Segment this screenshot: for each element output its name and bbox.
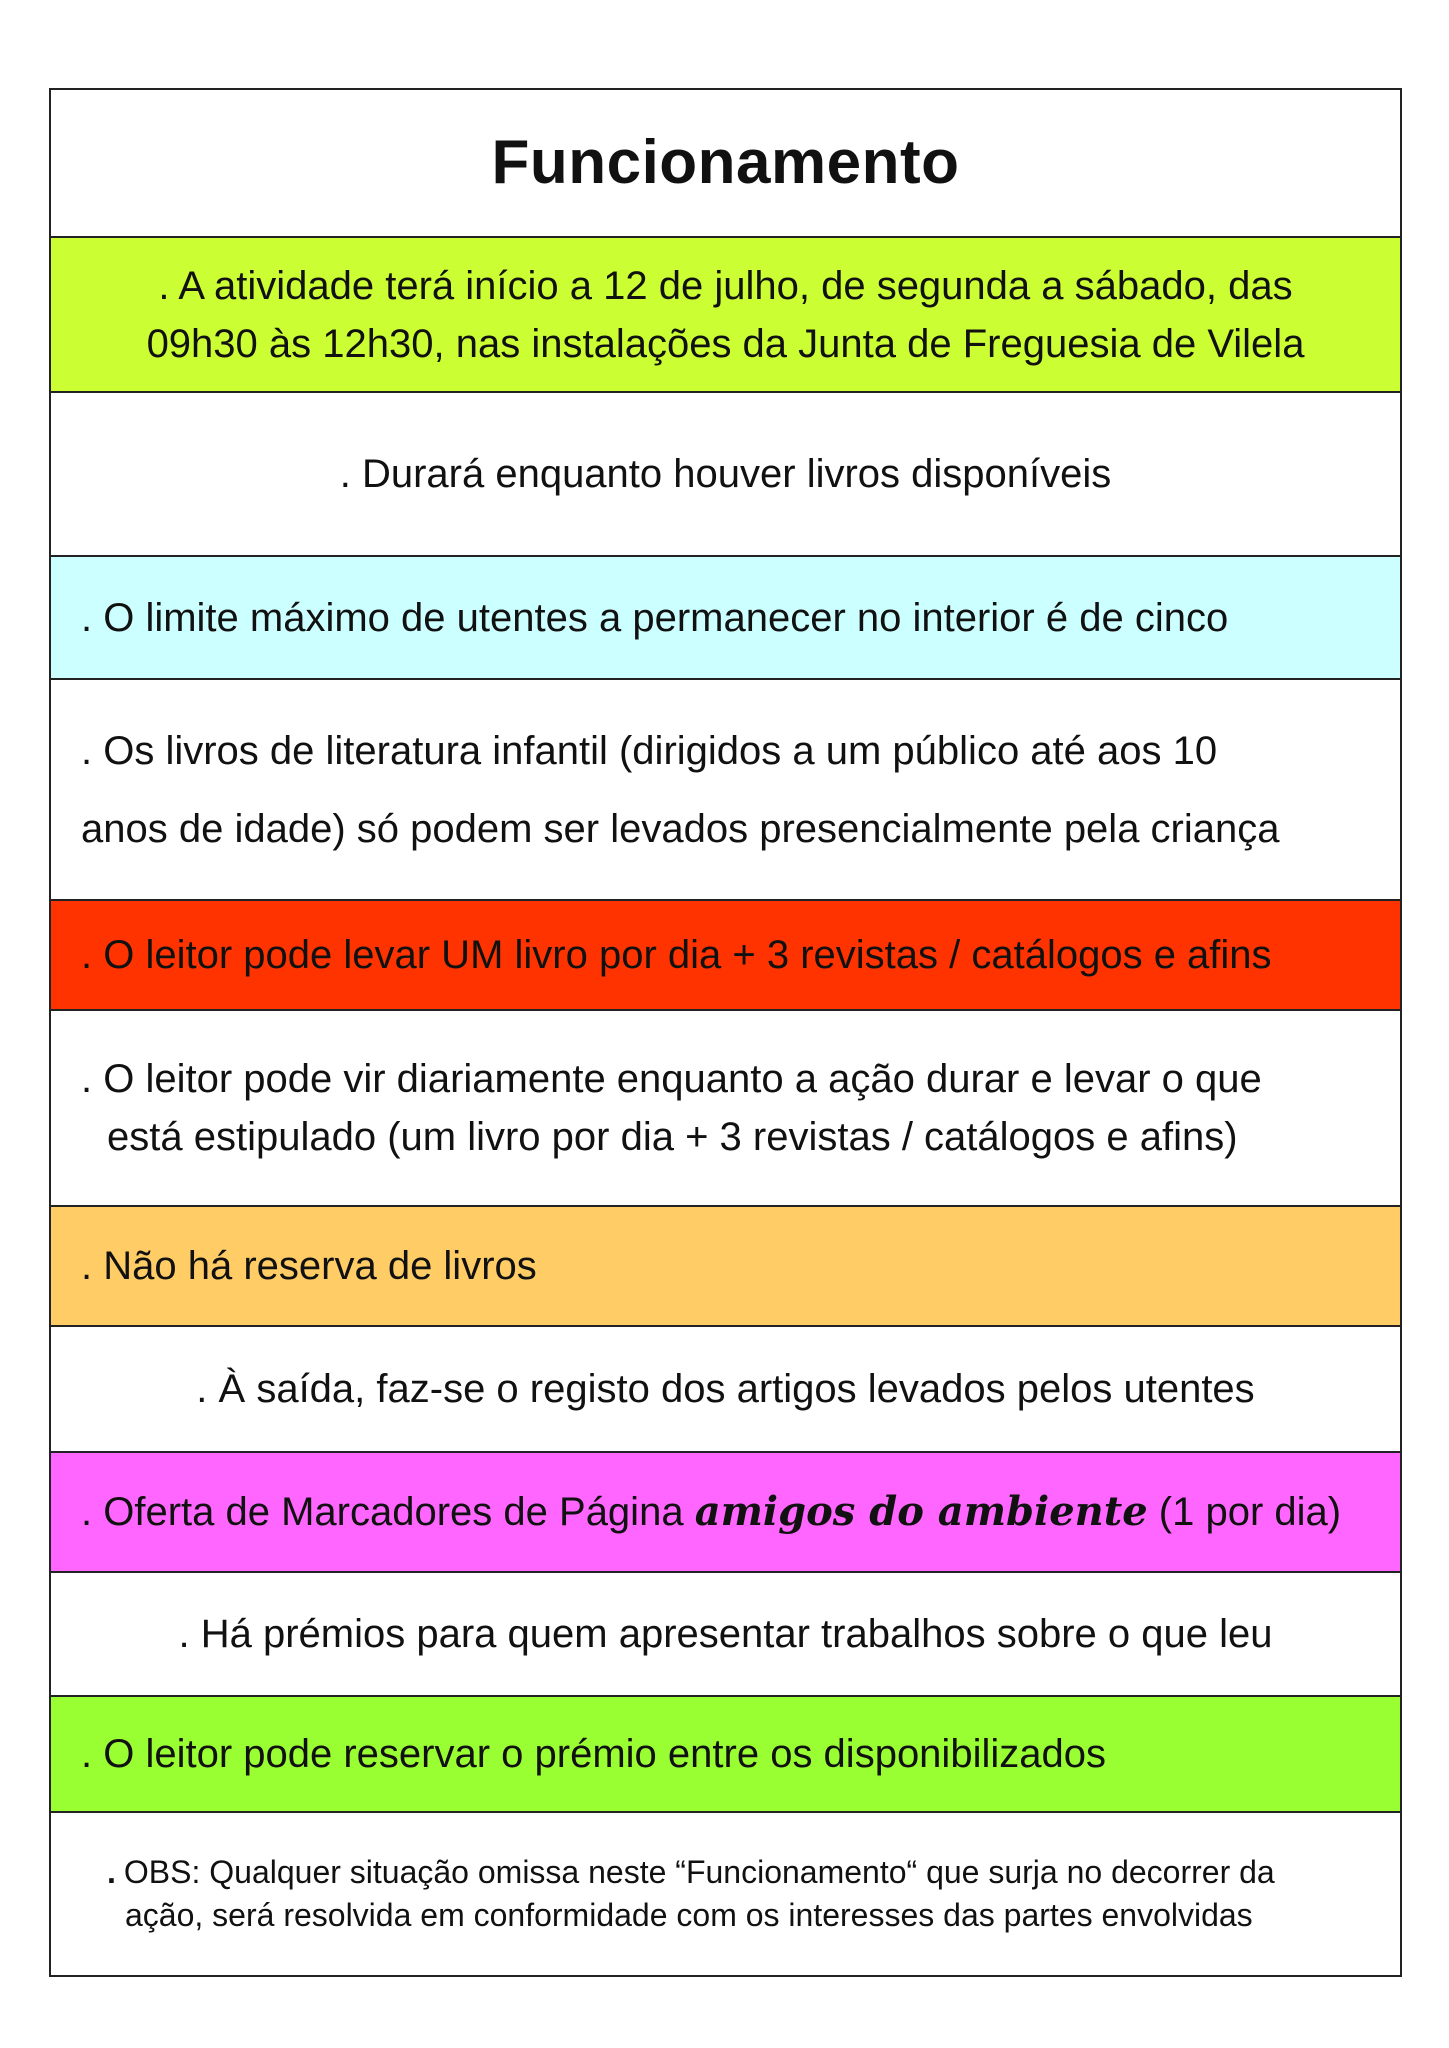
row-start-info-line-2: 09h30 às 12h30, nas instalações da Junta de Freguesia de Vilela	[146, 321, 1305, 366]
row-exit-registry-line-1: . À saída, faz-se o registo dos artigos levados pelos utentes	[196, 1367, 1255, 1411]
funcionamento-sheet	[49, 88, 1402, 1977]
row-children-books-line-1	[81, 712, 1384, 790]
row-daily-visit-line-2: está estipulado (um livro por dia + 3 revistas / catálogos e afins)	[107, 1115, 1238, 1159]
row-no-reservation-line-1: . Não há reserva de livros	[81, 1244, 537, 1288]
row-loan-limit	[51, 901, 1400, 1011]
row-prizes-line-1: . Há prémios para quem apresentar trabalhos sobre o que leu	[178, 1612, 1273, 1656]
row-duration-line-1: . Durará enquanto houver livros disponíveis	[339, 452, 1112, 496]
row-duration	[51, 393, 1400, 557]
row-loan-limit-line-1: . O leitor pode levar UM livro por dia + 3 revistas / catálogos e afins	[81, 933, 1272, 977]
row-bookmarks-offer-prefix: . Oferta de Marcadores de Página	[81, 1490, 684, 1534]
row-obs-note-line-1	[107, 1851, 1384, 1894]
title-row	[51, 90, 1400, 238]
obs-bullet: .	[107, 1853, 116, 1890]
row-children-books-line-1-text: . Os livros de literatura infantil (dirigidos a um público até aos 10	[81, 728, 1218, 773]
row-children-books	[51, 680, 1400, 901]
row-obs-note-line-1-text: OBS: Qualquer situação omissa neste “Funcionamento“ que surja no decorrer da	[123, 1853, 1275, 1890]
row-bookmarks-offer-line-1	[81, 1483, 1384, 1541]
row-daily-visit	[51, 1011, 1400, 1207]
row-children-books-line-2: anos de idade) só podem ser levados presencialmente pela criança	[81, 806, 1280, 851]
page-title: Funcionamento	[491, 128, 960, 198]
row-bookmarks-offer-suffix: (1 por dia)	[1158, 1490, 1342, 1534]
row-start-info-line-1: . A atividade terá início a 12 de julho, de segunda a sábado, das	[158, 263, 1293, 308]
row-user-limit-line-1: . O limite máximo de utentes a permanecer no interior é de cinco	[81, 595, 1229, 640]
row-no-reservation	[51, 1207, 1400, 1327]
row-start-info	[51, 238, 1400, 393]
row-obs-note-line-2: ação, será resolvida em conformidade com os interesses das partes envolvidas	[125, 1897, 1253, 1933]
eco-friendly-highlight: amigos do ambiente	[694, 1488, 1148, 1535]
row-exit-registry	[51, 1327, 1400, 1453]
row-prize-reservation	[51, 1697, 1400, 1813]
row-obs-note	[51, 1813, 1400, 1975]
row-prize-reservation-line-1: . O leitor pode reservar o prémio entre os disponibilizados	[81, 1732, 1106, 1776]
row-daily-visit-line-1: . O leitor pode vir diariamente enquanto a ação durar e levar o que	[81, 1057, 1262, 1101]
row-prizes	[51, 1573, 1400, 1697]
row-user-limit	[51, 557, 1400, 680]
row-bookmarks-offer	[51, 1453, 1400, 1573]
